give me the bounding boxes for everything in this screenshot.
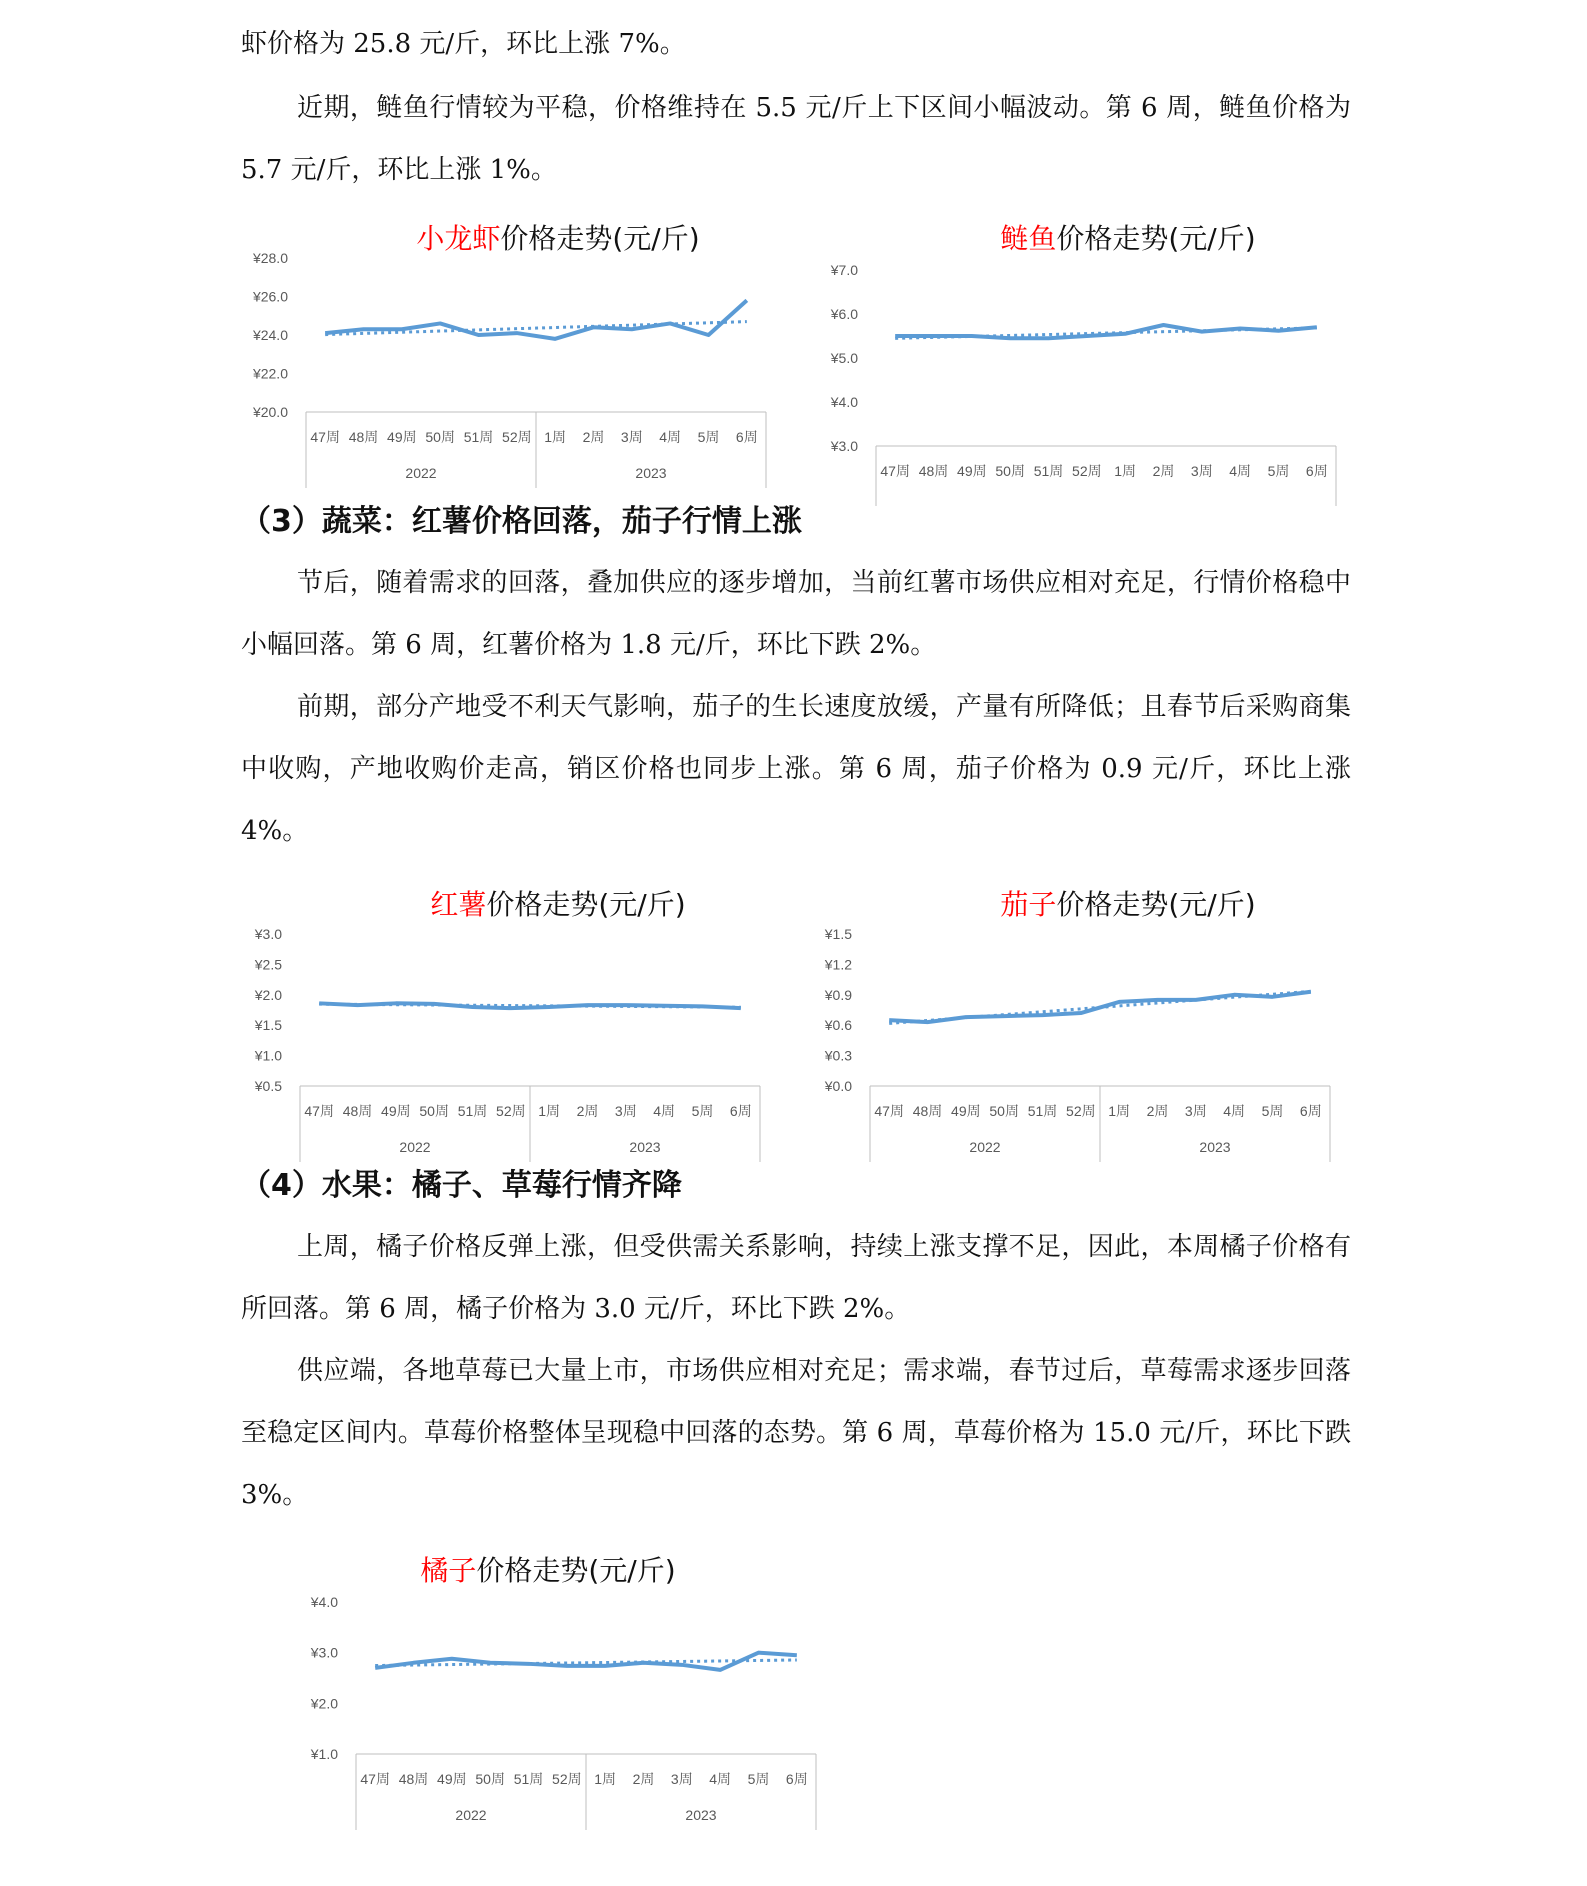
y-tick-label: ¥22.0 [252, 365, 288, 382]
x-tick-label: 4周 [659, 429, 682, 445]
x-tick-label: 52周 [552, 1771, 582, 1787]
chart-sweet-potato [236, 882, 776, 1162]
group-label: 2022 [399, 1139, 431, 1155]
paragraph-silver-carp: 近期，鲢鱼行情较为平稳，价格维持在 5.5 元/斤上下区间小幅波动。第 6 周，鲢鱼价格为 5.7 元/斤，环比上涨 1%。 [241, 93, 1351, 185]
x-tick-label: 48周 [912, 1103, 943, 1119]
x-tick-label: 51周 [457, 1103, 488, 1119]
x-tick-label: 1周 [544, 429, 567, 445]
x-tick-label: 3周 [1184, 1103, 1207, 1119]
chart-title [430, 888, 685, 921]
x-tick-label: 47周 [360, 1771, 390, 1787]
y-tick-label: ¥1.5 [254, 1017, 282, 1034]
y-tick-label: ¥20.0 [252, 404, 288, 420]
y-tick-label: ¥7.0 [830, 262, 858, 278]
chart-title-highlight: 橘子 [420, 1554, 477, 1587]
y-tick-label: ¥24.0 [252, 327, 288, 343]
heading-vegetables: （3）蔬菜：红薯价格回落，茄子行情上涨 [241, 504, 802, 539]
group-label: 2022 [455, 1807, 487, 1823]
chart-title-rest: 价格走势(元/斤) [1056, 222, 1256, 255]
x-tick-label: 47周 [310, 429, 340, 445]
paragraph-eggplant: 前期，部分产地受不利天气影响，茄子的生长速度放缓，产量有所降低；且春节后采购商集中收购，产地收购价走高，销区价格也同步上涨。第 6 周，茄子价格为 0.9 元/斤，环比上涨 4%。 [241, 692, 1351, 846]
chart-title-highlight: 茄子 [1000, 888, 1057, 921]
chart-title-rest: 价格走势(元/斤) [500, 222, 700, 255]
y-tick-label: ¥1.0 [310, 1746, 338, 1762]
x-tick-label: 3周 [614, 1103, 637, 1119]
x-tick-label: 1周 [1108, 1103, 1131, 1119]
x-tick-label: 47周 [880, 463, 910, 479]
x-tick-label: 49周 [381, 1103, 411, 1119]
x-tick-label: 52周 [1066, 1103, 1096, 1119]
x-tick-label: 51周 [513, 1771, 544, 1787]
x-tick-label: 48周 [342, 1103, 373, 1119]
x-tick-label: 49周 [437, 1771, 467, 1787]
chart-crayfish [236, 216, 776, 496]
chart-title-rest: 价格走势(元/斤) [476, 1554, 676, 1587]
chart-title-rest: 价格走势(元/斤) [486, 888, 686, 921]
x-tick-label: 48周 [348, 429, 379, 445]
group-label: 2023 [1199, 1139, 1231, 1155]
x-tick-label: 3周 [1190, 463, 1213, 479]
x-tick-label: 6周 [1305, 463, 1328, 479]
x-tick-label: 47周 [874, 1103, 904, 1119]
chart-svg [236, 216, 776, 496]
chart-svg [292, 1548, 832, 1828]
x-tick-label: 5周 [1261, 1103, 1284, 1119]
x-tick-label: 51周 [1033, 463, 1064, 479]
group-label: 2023 [629, 1139, 661, 1155]
x-tick-label: 50周 [419, 1103, 449, 1119]
y-tick-label: ¥0.3 [824, 1047, 852, 1064]
x-tick-label: 48周 [398, 1771, 429, 1787]
chart-silver-carp [806, 216, 1346, 496]
x-tick-label: 49周 [951, 1103, 981, 1119]
y-tick-label: ¥0.5 [254, 1078, 282, 1094]
chart-title [1000, 888, 1255, 921]
x-tick-label: 50周 [425, 429, 455, 445]
chart-title [1000, 222, 1255, 255]
x-tick-label: 2周 [582, 429, 605, 445]
x-tick-label: 4周 [653, 1103, 676, 1119]
x-tick-label: 50周 [989, 1103, 1019, 1119]
x-tick-label: 48周 [918, 463, 949, 479]
chart-title-highlight: 红薯 [430, 888, 487, 921]
x-tick-label: 4周 [1229, 463, 1252, 479]
x-tick-label: 52周 [496, 1103, 526, 1119]
x-tick-label: 2周 [576, 1103, 599, 1119]
paragraph-orange: 上周，橘子价格反弹上涨，但受供需关系影响，持续上涨支撑不足，因此，本周橘子价格有所回落。第 6 周，橘子价格为 3.0 元/斤，环比下跌 2%。 [241, 1232, 1351, 1324]
y-tick-label: ¥28.0 [252, 250, 288, 266]
x-tick-label: 51周 [463, 429, 494, 445]
y-tick-label: ¥1.0 [254, 1047, 282, 1064]
x-tick-label: 47周 [304, 1103, 334, 1119]
chart-title-rest: 价格走势(元/斤) [1056, 888, 1256, 921]
x-tick-label: 4周 [1223, 1103, 1246, 1119]
series-line [889, 992, 1311, 1022]
x-tick-label: 51周 [1027, 1103, 1058, 1119]
x-tick-label: 1周 [594, 1771, 617, 1787]
y-tick-label: ¥0.6 [824, 1017, 852, 1034]
group-label: 2023 [635, 465, 667, 481]
y-tick-label: ¥0.9 [824, 986, 852, 1003]
y-tick-label: ¥3.0 [254, 926, 282, 942]
paragraph-sweet-potato: 节后，随着需求的回落，叠加供应的逐步增加，当前红薯市场供应相对充足，行情价格稳中小幅回落。第 6 周，红薯价格为 1.8 元/斤，环比下跌 2%。 [241, 568, 1351, 660]
paragraph-strawberry: 供应端，各地草莓已大量上市，市场供应相对充足；需求端，春节过后，草莓需求逐步回落至稳定区间内。草莓价格整体呈现稳中回落的态势。第 6 周，草莓价格为 15.0 元/斤，环比下跌 3%。 [241, 1356, 1351, 1510]
x-tick-label: 50周 [995, 463, 1025, 479]
y-tick-label: ¥5.0 [830, 350, 858, 366]
x-tick-label: 3周 [670, 1771, 693, 1787]
x-tick-label: 3周 [620, 429, 643, 445]
chart-svg [236, 882, 776, 1162]
x-tick-label: 2周 [632, 1771, 655, 1787]
chart-title [420, 1554, 675, 1587]
series-line [895, 325, 1317, 338]
chart-eggplant [806, 882, 1346, 1162]
y-tick-label: ¥1.2 [824, 956, 852, 973]
x-tick-label: 6周 [729, 1103, 752, 1119]
x-tick-label: 52周 [1072, 463, 1102, 479]
group-label: 2022 [969, 1139, 1001, 1155]
group-label: 2023 [685, 1807, 717, 1823]
x-tick-label: 1周 [538, 1103, 561, 1119]
x-tick-label: 49周 [957, 463, 987, 479]
chart-title-highlight: 小龙虾 [416, 222, 501, 255]
paragraph-shrimp-tail: 虾价格为 25.8 元/斤，环比上涨 7%。 [241, 29, 686, 59]
x-tick-label: 5周 [691, 1103, 714, 1119]
chart-title-highlight: 鲢鱼 [1000, 222, 1057, 255]
x-tick-label: 2周 [1152, 463, 1175, 479]
heading-fruits: （4）水果：橘子、草莓行情齐降 [241, 1168, 682, 1203]
series-line [319, 1003, 741, 1008]
chart-title [416, 222, 699, 255]
y-tick-label: ¥2.5 [254, 956, 282, 973]
y-tick-label: ¥4.0 [310, 1594, 338, 1610]
x-tick-label: 6周 [785, 1771, 808, 1787]
y-tick-label: ¥26.0 [252, 288, 288, 305]
chart-svg [806, 882, 1346, 1162]
x-tick-label: 5周 [697, 429, 720, 445]
x-tick-label: 5周 [747, 1771, 770, 1787]
x-tick-label: 2周 [1146, 1103, 1169, 1119]
y-tick-label: ¥6.0 [830, 306, 858, 322]
y-tick-label: ¥3.0 [830, 438, 858, 454]
x-tick-label: 1周 [1114, 463, 1137, 479]
y-tick-label: ¥2.0 [254, 986, 282, 1003]
y-tick-label: ¥0.0 [824, 1078, 852, 1094]
y-tick-label: ¥3.0 [310, 1644, 338, 1661]
x-tick-label: 6周 [735, 429, 758, 445]
chart-orange [292, 1548, 832, 1828]
x-tick-label: 6周 [1299, 1103, 1322, 1119]
x-tick-label: 49周 [387, 429, 417, 445]
x-tick-label: 50周 [475, 1771, 505, 1787]
y-tick-label: ¥1.5 [824, 926, 852, 942]
x-tick-label: 5周 [1267, 463, 1290, 479]
chart-svg [806, 216, 1346, 496]
y-tick-label: ¥2.0 [310, 1695, 338, 1712]
group-label: 2022 [405, 465, 437, 481]
y-tick-label: ¥4.0 [830, 394, 858, 410]
x-tick-label: 52周 [502, 429, 532, 445]
x-tick-label: 4周 [709, 1771, 732, 1787]
